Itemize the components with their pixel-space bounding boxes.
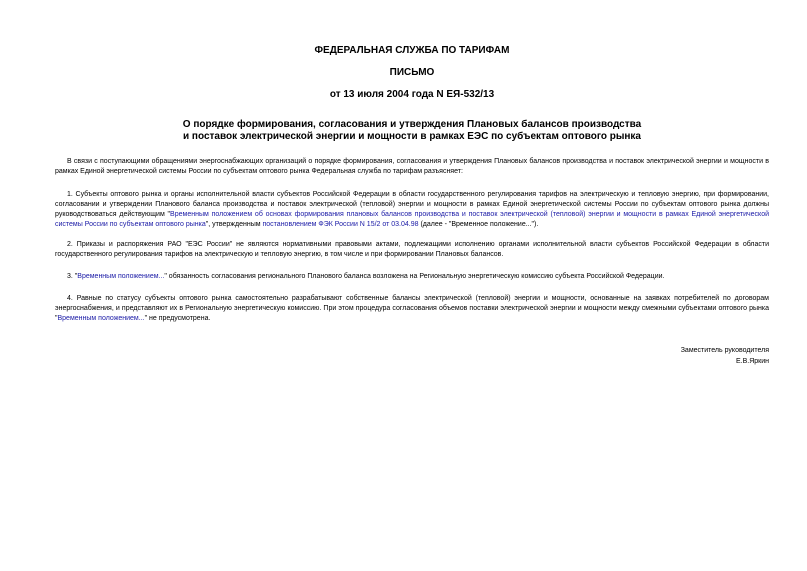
- paragraph-4-text-b: " не предусмотрена.: [144, 315, 211, 322]
- temporary-regulation-link[interactable]: Временным положением об основах формирования плановых балансов производства и поставок электрической (тепловой) энергии и мощности в рамках Единой энергетической системы России по субъектам оптового рынка: [55, 211, 769, 228]
- document-subject: [55, 119, 769, 143]
- document-date-number: от 13 июля 2004 года N ЕЯ-532/13: [329, 89, 495, 100]
- paragraph-3-text-b: " обязанность согласования регионального Планового баланса возложена на Региональную энергетическую комиссию субъекта Российской Федерации.: [164, 273, 665, 280]
- paragraph-4: [55, 294, 769, 324]
- document-type: ПИСЬМО: [389, 67, 435, 78]
- subject-line-2: и поставок электрической энергии и мощности в рамках ЕЭС по субъектам оптового рынка: [183, 131, 641, 142]
- signature-block: [681, 345, 769, 367]
- document-page: [55, 0, 769, 571]
- paragraph-3-text-a: 3. ": [67, 273, 78, 280]
- fek-resolution-link[interactable]: постановлением ФЭК России N 15/2 от 03.04.98: [262, 221, 419, 228]
- subject-line-1: О порядке формирования, согласования и утверждения Плановых балансов производства: [182, 119, 642, 130]
- temporary-regulation-link-short[interactable]: Временным положением...: [77, 273, 165, 280]
- signatory-name: Е.В.Яркин: [735, 358, 769, 365]
- paragraph-1: [55, 190, 769, 230]
- paragraph-1-text-a: 1. Субъекты оптового рынка и органы исполнительной власти субъектов Российской Федерации в области государственного регулирования тарифов на электрическую и тепловую энергию, при формировании, согласовании и утверждении Планового баланса производства и поставок электрической (тепловой) энергии и мощности в рамках Единой энергетической системы России по субъектам оптового рынка должны руководствоваться действующим ": [55, 191, 769, 218]
- paragraph-2: 2. Приказы и распоряжения РАО "ЕЭС России" не являются нормативными правовыми актами, подлежащими исполнению органами исполнительной власти субъектов Российской Федерации в области государственного регулирования тарифов на электрическую и тепловую энергию, в том числе и при формировании Плановых балансов.: [55, 241, 769, 258]
- paragraph-1-text-b: ", утвержденным: [205, 221, 263, 228]
- signatory-title: Заместитель руководителя: [680, 347, 769, 354]
- agency-name: ФЕДЕРАЛЬНАЯ СЛУЖБА ПО ТАРИФАМ: [314, 45, 510, 56]
- paragraph-1-text-c: (далее - "Временное положение...").: [418, 221, 539, 228]
- paragraph-4-text-a: 4. Равные по статусу субъекты оптового рынка самостоятельно разрабатывают собственные балансы электрической (тепловой) энергии и мощности, основанные на заявках потребителей по договорам энергоснабжения, и представляют их в Региональную энергетическую комиссию. При этом процедура согласования объемов поставки электрической энергии и мощности между смежными субъектами оптового рынка ": [55, 295, 769, 322]
- intro-paragraph: В связи с поступающими обращениями энергоснабжающих организаций о порядке формирования, согласования и утверждения Плановых балансов производства и поставок электрической энергии и мощности в рамках Единой энергетической системы России по субъектам оптового рынка Федеральная служба по тарифам разъясняет:: [55, 158, 769, 175]
- paragraph-3: [55, 272, 769, 282]
- temporary-regulation-link-short-2[interactable]: Временным положением...: [57, 315, 145, 322]
